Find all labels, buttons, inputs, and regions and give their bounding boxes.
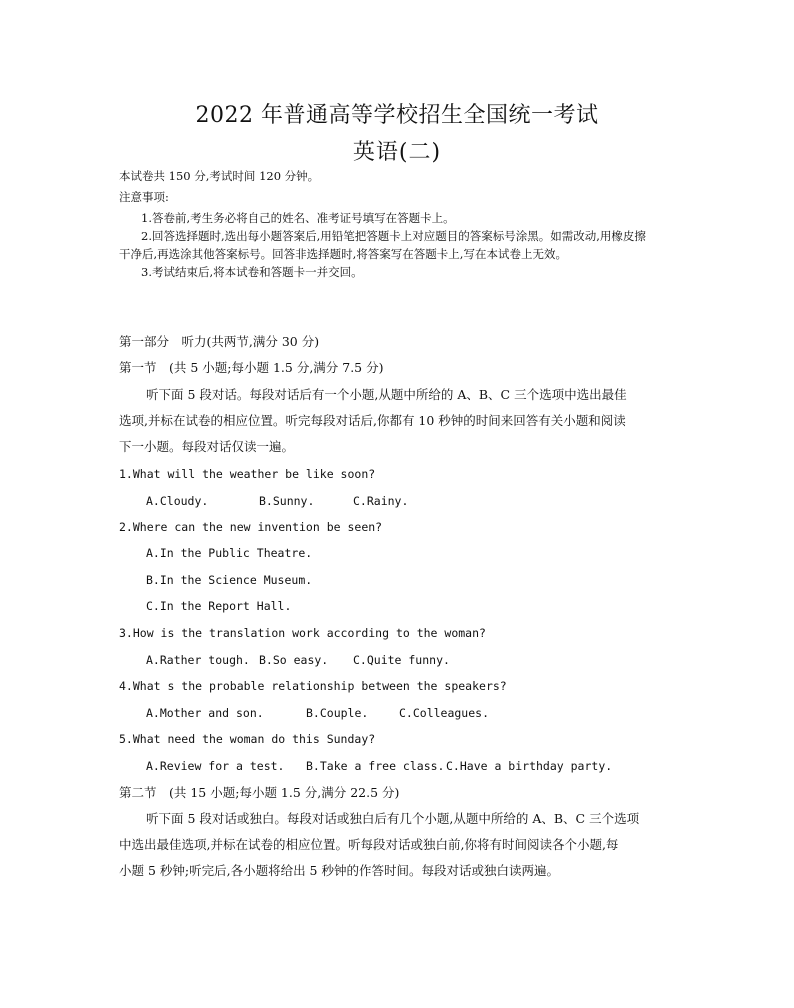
question-3-option-c: C.Quite funny. — [353, 653, 450, 667]
section1-instruction-1: 听下面 5 段对话。每段对话后有一个小题,从题中所给的 A、B、C 三个选项中选出最佳 — [146, 387, 627, 402]
question-2: 2.Where can the new invention be seen? — [119, 520, 383, 534]
section1-heading: 第一节 (共 5 小题;每小题 1.5 分,满分 7.5 分) — [119, 360, 384, 375]
section2-instruction-3: 小题 5 秒钟;听完后,各小题将给出 5 秒钟的作答时间。每段对话或独白读两遍。 — [119, 863, 559, 878]
question-3-option-b: B.So easy. — [259, 653, 329, 667]
notice-item-3: 3.考试结束后,将本试卷和答题卡一并交回。 — [141, 265, 363, 279]
question-3-option-a: A.Rather tough. — [146, 653, 250, 667]
notice-item-2-cont: 干净后,再选涂其他答案标号。回答非选择题时,将答案写在答题卡上,写在本试卷上无效。 — [119, 247, 567, 261]
section2-instruction-2: 中选出最佳选项,并标在试卷的相应位置。听每段对话或独白前,你将有时间阅读各个小题,每 — [119, 837, 619, 852]
question-4-option-a: A.Mother and son. — [146, 706, 264, 720]
exam-subtitle: 英语(二) — [352, 140, 442, 165]
notice-heading: 注意事项: — [119, 190, 169, 204]
section1-instruction-2: 选项,并标在试卷的相应位置。听完每段对话后,你都有 10 秒钟的时间来回答有关小题和阅读 — [119, 413, 626, 428]
question-1: 1.What will the weather be like soon? — [119, 467, 376, 481]
part1-heading: 第一部分 听力(共两节,满分 30 分) — [119, 334, 320, 349]
section1-instruction-3: 下一小题。每段对话仅读一遍。 — [119, 439, 295, 454]
question-2-option-c: C.In the Report Hall. — [146, 599, 292, 613]
question-1-option-b: B.Sunny. — [259, 494, 315, 508]
question-5-option-b: B.Take a free class. — [306, 759, 445, 773]
question-2-option-a: A.In the Public Theatre. — [146, 546, 313, 560]
exam-info-line: 本试卷共 150 分,考试时间 120 分钟。 — [119, 169, 320, 183]
question-4-option-b: B.Couple. — [306, 706, 369, 720]
question-4: 4.What s the probable relationship between the speakers? — [119, 679, 507, 693]
question-1-option-c: C.Rainy. — [353, 494, 409, 508]
question-1-option-a: A.Cloudy. — [146, 494, 209, 508]
question-2-option-b: B.In the Science Museum. — [146, 573, 313, 587]
notice-item-1: 1.答卷前,考生务必将自己的姓名、准考证号填写在答题卡上。 — [141, 211, 455, 225]
question-5: 5.What need the woman do this Sunday? — [119, 732, 376, 746]
question-3: 3.How is the translation work according to the woman? — [119, 626, 486, 640]
question-4-option-c: C.Colleagues. — [399, 706, 490, 720]
section2-heading: 第二节 (共 15 小题;每小题 1.5 分,满分 22.5 分) — [119, 785, 400, 800]
exam-title: 2022 年普通高等学校招生全国统一考试 — [195, 103, 599, 128]
question-5-option-a: A.Review for a test. — [146, 759, 285, 773]
question-5-option-c: C.Have a birthday party. — [446, 759, 613, 773]
notice-item-2: 2.回答选择题时,选出每小题答案后,用铅笔把答题卡上对应题目的答案标号涂黑。如需改动,用橡皮擦 — [141, 229, 646, 243]
section2-instruction-1: 听下面 5 段对话或独白。每段对话或独白后有几个小题,从题中所给的 A、B、C 三个选项 — [146, 811, 640, 826]
